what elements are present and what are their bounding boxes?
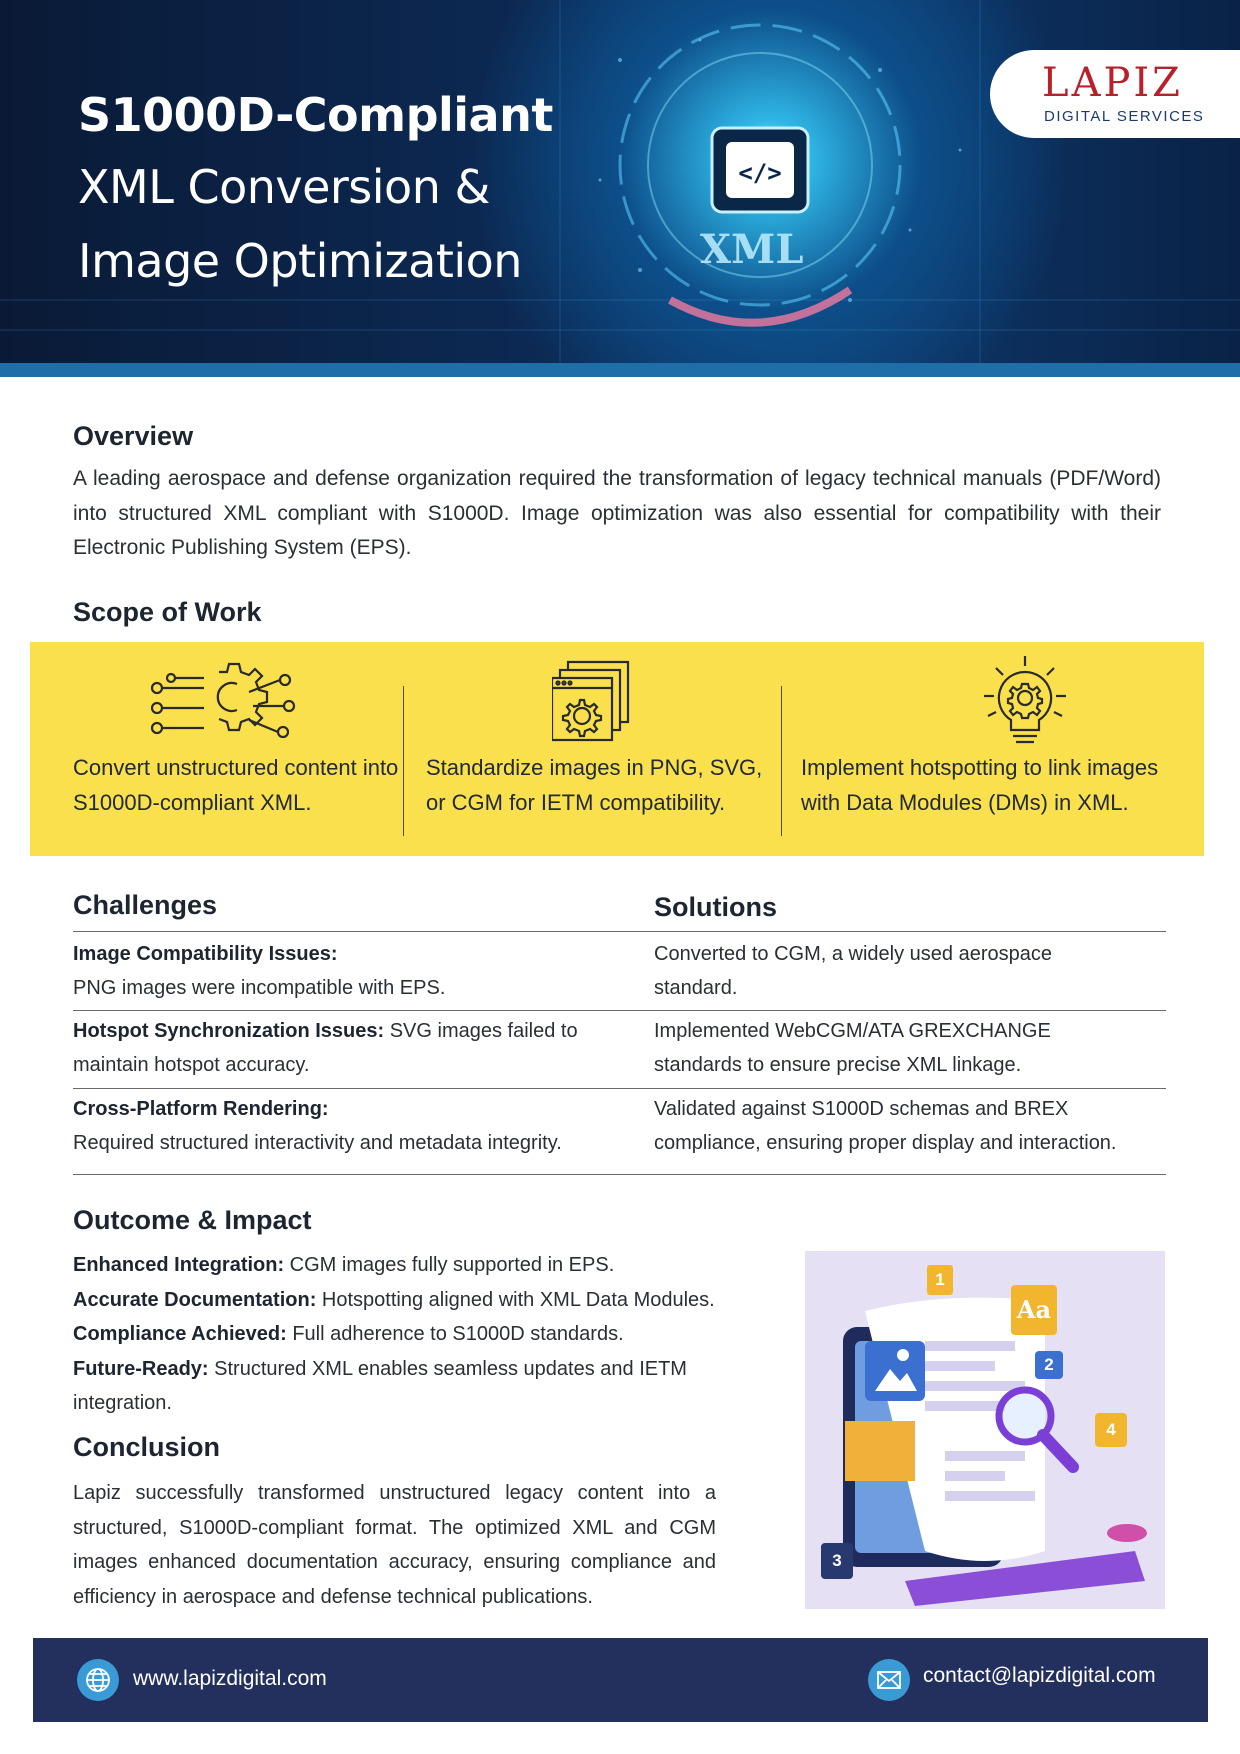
solution-text-line: Implemented WebCGM/ATA GREXCHANGE — [654, 1020, 1051, 1042]
window-gear-icon — [552, 660, 632, 744]
table-divider — [73, 1010, 1166, 1011]
challenge-text: Required structured interactivity and metadata integrity. — [73, 1132, 562, 1154]
email-link[interactable]: contact@lapizdigital.com — [923, 1664, 1156, 1687]
table-row-solution — [654, 1014, 1174, 1082]
page-subtitle-line-2: Image Optimization — [78, 234, 522, 288]
solution-text-line: standard. — [654, 977, 738, 999]
outcome-list — [73, 1248, 773, 1421]
outcome-item-label: Enhanced Integration: — [73, 1254, 285, 1276]
outcome-item — [73, 1248, 773, 1283]
challenge-title: Hotspot Synchronization Issues: — [73, 1020, 385, 1042]
footer-bar — [33, 1638, 1208, 1722]
globe-icon — [77, 1659, 119, 1701]
scope-divider — [403, 686, 404, 836]
outcome-item — [73, 1283, 773, 1318]
email-icon — [868, 1659, 910, 1701]
scope-item-text: Standardize images in PNG, SVG, or CGM for IETM compatibility. — [426, 755, 763, 815]
document-illustration — [805, 1251, 1165, 1609]
page-title: S1000D-Compliant — [78, 88, 553, 142]
solution-text-line: compliance, ensuring proper display and interaction. — [654, 1132, 1117, 1154]
outcome-heading: Outcome & Impact — [73, 1205, 312, 1235]
table-row-challenge — [73, 937, 633, 1005]
company-logo — [990, 50, 1240, 138]
scope-item — [801, 642, 1191, 856]
challenge-text: PNG images were incompatible with EPS. — [73, 977, 446, 999]
challenges-heading: Challenges — [73, 890, 218, 920]
chip-xml-label: XML — [700, 226, 804, 273]
table-divider — [73, 1088, 1166, 1089]
table-row-solution — [654, 937, 1174, 1005]
challenge-text: maintain hotspot accuracy. — [73, 1054, 310, 1076]
conclusion-heading: Conclusion — [73, 1432, 220, 1462]
solution-text-line: Validated against S1000D schemas and BREX — [654, 1098, 1069, 1120]
font-tile: Aa — [1011, 1285, 1057, 1335]
table-divider — [73, 931, 1166, 932]
circuit-gear-icon — [149, 662, 299, 752]
solutions-heading: Solutions — [654, 892, 777, 922]
table-row-solution — [654, 1092, 1194, 1160]
conclusion-text: Lapiz successfully transformed unstructured legacy content into a structured, S1000D-compliant format. The optimized XML and CGM images enhanced documentation accuracy, ensuring compliance and efficiency in aerospace and defense technical publications. — [73, 1482, 716, 1608]
overview-heading: Overview — [73, 421, 194, 451]
callout-badge-1: 1 — [927, 1265, 953, 1295]
scope-item — [73, 642, 413, 856]
logo-wordmark: LAPIZ — [1042, 60, 1183, 106]
outcome-item — [73, 1317, 773, 1352]
scope-of-work-panel — [30, 642, 1204, 856]
logo-tagline: DIGITAL SERVICES — [1044, 108, 1205, 125]
scope-item-text: Convert unstructured content into S1000D-compliant XML. — [73, 755, 399, 815]
lightbulb-gear-icon — [982, 656, 1068, 748]
page-subtitle-line-1: XML Conversion & — [78, 160, 490, 214]
challenge-text: SVG images failed to — [384, 1020, 578, 1042]
overview-text: A leading aerospace and defense organization required the transformation of legacy technical manuals (PDF/Word) into structured XML compliant with S1000D. Image optimization was also essential for compatibility with their Electronic Publishing System (EPS). — [73, 467, 1161, 559]
challenge-title: Image Compatibility Issues: — [73, 943, 338, 965]
outcome-item-text: CGM images fully supported in EPS. — [284, 1254, 615, 1276]
scope-heading: Scope of Work — [73, 597, 262, 627]
outcome-item-text: Structured XML enables seamless updates and IETM — [208, 1357, 687, 1380]
table-divider — [73, 1174, 1166, 1175]
table-row-challenge — [73, 1092, 653, 1160]
hero-banner — [0, 0, 1240, 377]
outcome-item-label: Future-Ready: — [73, 1357, 209, 1380]
scope-divider — [781, 686, 782, 836]
outcome-item-label: Accurate Documentation: — [73, 1288, 317, 1311]
callout-badge-2: 2 — [1035, 1351, 1063, 1379]
outcome-item-label: Compliance Achieved: — [73, 1323, 287, 1345]
scope-item-text: Implement hotspotting to link images with Data Modules (DMs) in XML. — [801, 755, 1159, 815]
outcome-item-text: integration. — [73, 1392, 172, 1414]
solution-text-line: standards to ensure precise XML linkage. — [654, 1054, 1022, 1076]
outcome-item-text: Hotspotting aligned with XML Data Modules. — [316, 1288, 715, 1311]
solution-text-line: Converted to CGM, a widely used aerospace — [654, 943, 1052, 965]
outcome-item-text: Full adherence to S1000D standards. — [286, 1323, 624, 1345]
callout-badge-4: 4 — [1095, 1413, 1127, 1447]
website-link[interactable]: www.lapizdigital.com — [133, 1667, 327, 1690]
outcome-item — [73, 1352, 773, 1421]
svg-text:</>: </> — [738, 159, 782, 187]
scope-item — [426, 642, 776, 856]
callout-badge-3: 3 — [821, 1543, 853, 1579]
challenge-title: Cross-Platform Rendering: — [73, 1098, 329, 1120]
table-row-challenge — [73, 1014, 653, 1082]
